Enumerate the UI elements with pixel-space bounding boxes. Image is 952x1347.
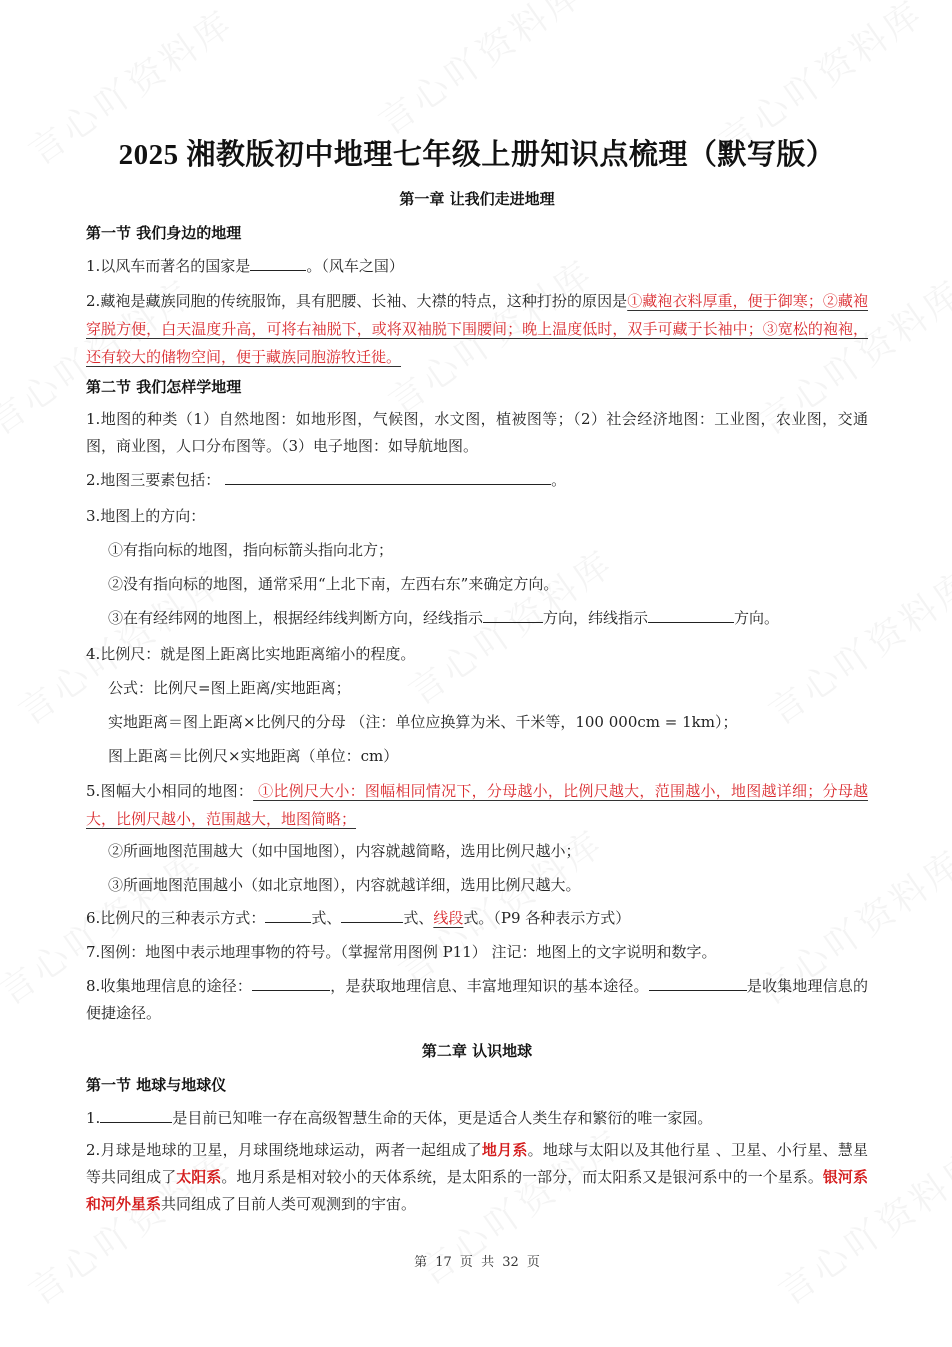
fill-blank[interactable] bbox=[649, 975, 747, 991]
item-1-2-7: 7.图例：地图中表示地理事物的符号。（掌握常用图例 P11） 注记：地图上的文字说明和数字。 bbox=[86, 943, 717, 961]
section-1-1-title: 第一节 我们身边的地理 bbox=[86, 224, 242, 242]
answer-text: ①比例尺大小：图幅相同情况下，分母越小，比例尺越大，范围越小，地图越详细；分母越大，比例尺越小，范围越大，地图简略； bbox=[86, 782, 868, 828]
item-2-1-2: 2.月球是地球的卫星，月球围绕地球运动，两者一起组成了地月系。地球与太阳以及其他行星 、卫星、小行星、慧星等共同组成了太阳系。地月系是相对较小的天体系统，是太阳系的一部分，而太阳系又是银河系中的一个星系。银河系和河外星系共同组成了目前人类可观测到的宇宙。 bbox=[86, 1141, 868, 1213]
fill-blank[interactable] bbox=[265, 907, 311, 923]
item-1-1-2: 2.藏袍是藏族同胞的传统服饰，具有肥腰、长袖、大襟的特点，这种打扮的原因是①藏袍衣料厚重，便于御寒；②藏袍穿脱方便，白天温度升高，可将右袖脱下，或将双袖脱下围腰间；晚上温度低时，双手可藏于长袖中；③宽松的袍袍，还有较大的储物空间，便于藏族同胞游牧迁徙。 bbox=[86, 292, 868, 366]
highlight-term: 太阳系 bbox=[176, 1168, 222, 1186]
item-1-2-5b: ②所画地图范围越大（如中国地图），内容就越简略，选用比例尺越小； bbox=[108, 842, 581, 860]
item-1-2-2: 2.地图三要素包括： 。 bbox=[86, 471, 567, 489]
page-footer: 第 17 页 共 32 页 bbox=[414, 1255, 540, 1270]
item-1-2-1: 1.地图的种类（1）自然地图：如地形图，气候图，水文图，植被图等；（2）社会经济地图：工业图，农业图，交通图，商业图，人口分布图等。（3）电子地图：如导航地图。 bbox=[86, 410, 868, 455]
highlight-term: 银河系和河外星系 bbox=[86, 1168, 868, 1213]
answer-text: 线段 bbox=[433, 909, 464, 927]
section-2-1-title: 第一节 地球与地球仪 bbox=[86, 1076, 227, 1094]
item-2-1-1: 1. 是目前已知唯一存在高级智慧生命的天体，更是适合人类生存和繁衍的唯一家园。 bbox=[86, 1109, 713, 1127]
item-1-2-4: 4.比例尺：就是图上距离比实地距离缩小的程度。 bbox=[86, 645, 416, 663]
item-1-2-6: 6.比例尺的三种表示方式： 式、 式、线段式。（P9 各种表示方式） bbox=[86, 909, 631, 927]
item-1-2-5: 5.图幅大小相同的地图： ①比例尺大小：图幅相同情况下，分母越小，比例尺越大，范围越小，地图越详细；分母越大，比例尺越小，范围越大，地图简略； bbox=[86, 782, 868, 828]
fill-blank[interactable] bbox=[252, 975, 330, 991]
answer-text: ①藏袍衣料厚重，便于御寒；②藏袍穿脱方便，白天温度升高，可将右袖脱下，或将双袖脱下围腰间；晚上温度低时，双手可藏于长袖中；③宽松的袍袍，还有较大的储物空间，便于藏族同胞游牧迁徙。 bbox=[86, 292, 868, 366]
item-1-2-3b: ②没有指向标的地图，通常采用“上北下南，左西右东”来确定方向。 bbox=[108, 575, 559, 593]
fill-blank[interactable] bbox=[250, 255, 306, 271]
item-1-2-8: 8.收集地理信息的途径： ，是获取地理信息、丰富地理知识的基本途径。 是收集地理信息的便捷途径。 bbox=[86, 977, 868, 1022]
item-1-2-3a: ①有指向标的地图，指向标箭头指向北方； bbox=[108, 541, 394, 559]
watermark bbox=[367, 0, 593, 145]
document-title: 2025 湘教版初中地理七年级上册知识点梳理（默写版） bbox=[118, 139, 836, 171]
chapter-2-title: 第二章 认识地球 bbox=[421, 1042, 533, 1060]
fill-blank[interactable] bbox=[225, 469, 551, 485]
formula-3: 图上距离＝比例尺×实地距离（单位：cm） bbox=[108, 747, 399, 765]
fill-blank[interactable] bbox=[483, 607, 543, 623]
formula-1: 公式：比例尺=图上距离/实地距离； bbox=[108, 679, 351, 697]
chapter-1-title: 第一章 让我们走进地理 bbox=[399, 190, 555, 208]
fill-blank[interactable] bbox=[648, 607, 734, 623]
item-1-2-3: 3.地图上的方向： bbox=[86, 507, 206, 525]
item-1-2-5c: ③所画地图范围越小（如北京地图），内容就越详细，选用比例尺越大。 bbox=[108, 876, 581, 894]
item-1-1-1: 1.以风车而著名的国家是 。（风车之国） bbox=[86, 257, 404, 275]
formula-2: 实地距离＝图上距离×比例尺的分母 （注：单位应换算为米、千米等，100 000cm = 1km）； bbox=[108, 713, 738, 731]
item-1-2-3c: ③在有经纬网的地图上，根据经纬线判断方向，经线指示 方向，纬线指示 方向。 bbox=[108, 609, 780, 627]
highlight-term: 地月系 bbox=[481, 1141, 528, 1159]
section-1-2-title: 第二节 我们怎样学地理 bbox=[86, 378, 242, 396]
fill-blank[interactable] bbox=[100, 1107, 172, 1123]
fill-blank[interactable] bbox=[341, 907, 403, 923]
